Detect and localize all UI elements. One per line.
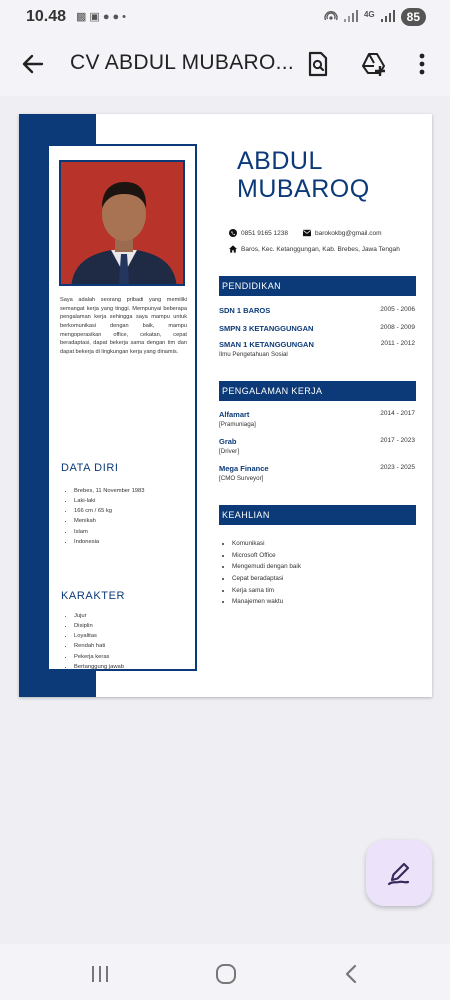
school-name: SMPN 3 KETANGGUNGAN [219, 324, 314, 333]
list-item: • 166 cm / 65 kg [74, 506, 144, 516]
back-button[interactable] [20, 51, 46, 77]
cv-name-line-2: MUBAROQ [237, 174, 370, 203]
job-years: 2014 - 2017 [380, 410, 415, 417]
system-navigation-bar [0, 944, 450, 1000]
job-role: [CMO Surveyor] [219, 475, 264, 482]
signal-icon-2 [381, 10, 395, 25]
drive-add-icon [360, 50, 388, 78]
list-item: • Menikah [74, 516, 144, 526]
pengalaman-heading: PENGALAMAN KERJA [219, 381, 416, 401]
list-item: • Kerja sama tim [232, 585, 301, 597]
search-document-button[interactable] [304, 50, 332, 78]
signal-icon [344, 10, 358, 25]
back-nav-button[interactable] [340, 962, 364, 986]
home-icon [229, 245, 237, 253]
recents-icon [88, 962, 112, 986]
news-icon: ▩ [76, 11, 90, 23]
document-search-icon [304, 50, 332, 78]
pen-edit-icon [385, 859, 413, 887]
status-left-icons [76, 10, 129, 23]
status-time: 10.48 [26, 8, 67, 25]
keahlian-list [223, 538, 301, 608]
document-title: CV ABDUL MUBARO... [70, 51, 295, 74]
school-major: Ilmu Pengetahuan Sosial [219, 351, 288, 358]
profile-photo [59, 160, 185, 286]
home-button[interactable] [214, 962, 238, 986]
karakter-list [65, 611, 124, 672]
list-item: • Islam [74, 527, 144, 537]
cv-document-page[interactable] [19, 114, 432, 697]
job-years: 2023 - 2025 [380, 464, 415, 471]
data-diri-heading: DATA DIRI [61, 462, 119, 474]
person-photo-icon [61, 162, 185, 286]
list-item: • Indonesia [74, 537, 144, 547]
network-label: 4G [363, 9, 375, 19]
list-item: • Disiplin [74, 621, 124, 631]
list-item: • Microsoft Office [232, 550, 301, 562]
list-item: • Komunikasi [232, 538, 301, 550]
address-text: Baros, Kec. Ketanggungan, Kab. Brebes, Jawa Tengah [241, 245, 400, 253]
company-name: Alfamart [219, 410, 250, 419]
list-item: • Cepat beradaptasi [232, 573, 301, 585]
job-role: [Driver] [219, 448, 239, 455]
keahlian-heading: KEAHLIAN [219, 505, 416, 525]
list-item: • Rendah hati [74, 641, 124, 651]
email-text: barokokbg@gmail.com [315, 229, 382, 237]
phone-text: 0851 9165 1238 [241, 229, 288, 237]
email-icon [303, 229, 311, 237]
list-item: • Loyalitas [74, 631, 124, 641]
school-years: 2008 - 2009 [380, 324, 415, 331]
list-item: • Bertanggung jawab [74, 662, 124, 672]
list-item: • Manajemen waktu [232, 596, 301, 608]
karakter-heading: KARAKTER [61, 590, 126, 602]
cv-left-panel [47, 144, 197, 671]
profile-summary: Saya adalah seorang pribadi yang memiliki semangat kerja yang tinggi. Mempunyai beberapa pengalaman kerja sehingga saya mampu untuk berkomunikasi dengan baik, mampu mengoperasikan office, cekatan, cepat beradaptasi, dapat bekerja sama dengan tim dan dapat bekerja di lingkungan kerja yang dinamis. [60, 297, 187, 355]
list-item: • Brebes, 11 November 1983 [74, 486, 144, 496]
cv-name [237, 148, 370, 203]
school-years: 2011 - 2012 [380, 340, 415, 347]
company-name: Grab [219, 437, 237, 446]
home-nav-icon [214, 962, 238, 986]
list-item: • Laki-laki [74, 496, 144, 506]
list-item: • Mengemudi dengan baik [232, 561, 301, 573]
recorder-icon: ●● [102, 11, 123, 23]
dot-icon: • [122, 11, 129, 23]
cv-name-line-1: ABDUL [237, 147, 323, 175]
status-bar [0, 0, 450, 34]
contact-address [229, 245, 400, 253]
app-bar [0, 34, 450, 96]
phone-icon [229, 229, 237, 237]
add-to-drive-button[interactable] [360, 50, 388, 78]
data-diri-list [65, 486, 144, 547]
hotspot-icon [324, 9, 338, 26]
school-name: SDN 1 BAROS [219, 306, 271, 315]
contact-email [303, 229, 382, 237]
chevron-left-icon [340, 962, 364, 986]
job-years: 2017 - 2023 [380, 437, 415, 444]
job-role: [Pramuniaga] [219, 421, 256, 428]
contact-phone [229, 229, 288, 237]
school-years: 2005 - 2006 [380, 306, 415, 313]
list-item: • Pekerja keras [74, 652, 124, 662]
edit-fab-button[interactable] [366, 840, 432, 906]
more-options-button[interactable] [414, 50, 430, 78]
school-name: SMAN 1 KETANGGUNGAN [219, 340, 314, 349]
status-right [324, 8, 426, 26]
pendidikan-heading: PENDIDIKAN [219, 276, 416, 296]
company-name: Mega Finance [219, 464, 269, 473]
gallery-icon: ▣ [89, 11, 103, 23]
list-item: • Jujur [74, 611, 124, 621]
recent-apps-button[interactable] [88, 962, 112, 986]
more-vert-icon [414, 50, 430, 78]
battery-indicator: 85 [401, 8, 426, 26]
arrow-left-icon [20, 51, 46, 77]
